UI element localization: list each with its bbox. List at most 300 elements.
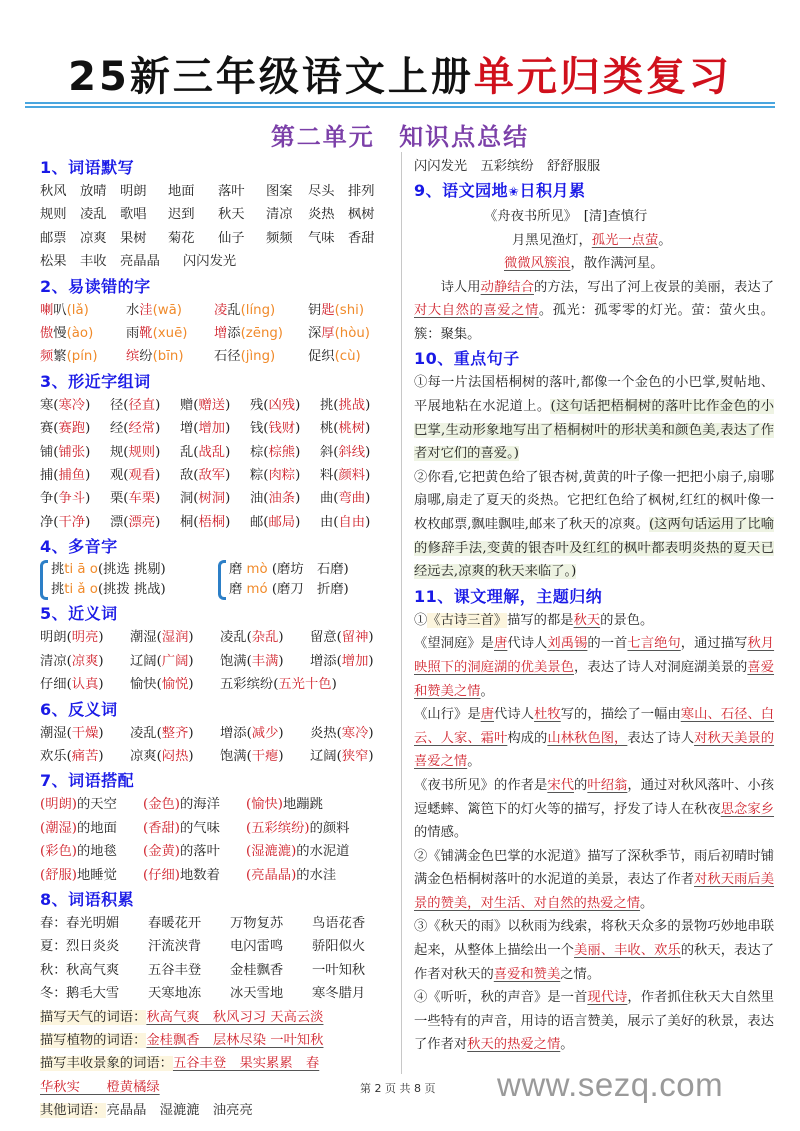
text: 。 <box>560 1037 574 1053</box>
section-synonyms <box>40 601 395 696</box>
summary-paragraph <box>414 703 774 774</box>
word-row <box>40 227 395 250</box>
pair-item: 潮湿(干燥) <box>40 725 104 741</box>
word-row <box>40 250 395 273</box>
pair-item: 观(观看) <box>110 468 161 484</box>
base-word: 饱满 <box>220 653 247 669</box>
red-word: 减少 <box>251 725 279 741</box>
pair-item: 乱(战乱) <box>180 444 231 460</box>
text: 代诗人 <box>507 636 548 652</box>
pinyin: ti ā o <box>64 562 98 578</box>
pair-item: 残(凶残) <box>250 397 301 413</box>
char-red: 傲 <box>40 326 54 342</box>
pair-item: 凉爽(闷热) <box>130 748 194 764</box>
word: 丰收 <box>80 254 107 270</box>
red-word: 金色 <box>148 797 175 813</box>
idiom: 五谷丰登 <box>148 962 202 978</box>
summary-paragraph <box>414 609 774 633</box>
emphasis: 对大自然的喜爱之情 <box>414 303 539 319</box>
word: 香甜 <box>348 230 375 246</box>
page-number: 第 2 页 共 8 页 <box>360 1082 436 1095</box>
word-row <box>40 203 395 226</box>
red-word: 五光十色 <box>278 677 332 693</box>
base-word: 赠 <box>180 397 194 413</box>
pinyin-row <box>40 299 395 322</box>
pair-row <box>40 487 395 510</box>
char: 磨 <box>229 582 243 598</box>
text: 的气味 <box>180 820 220 836</box>
base-word: 经 <box>110 421 124 437</box>
emphasis: 思念家乡 <box>720 801 775 817</box>
word: 图案 <box>266 184 293 199</box>
base-word: 敌 <box>180 468 194 484</box>
red-word: 凉爽 <box>71 653 99 669</box>
pair-item: (五彩缤纷)的颜料 <box>246 820 350 836</box>
pair-item: 五彩缤纷(五光十色) <box>220 677 337 693</box>
section-text-comprehension <box>414 584 774 1057</box>
pair-item: 棕(棕熊) <box>250 444 301 460</box>
sentence-note: (这两句话运用了比喻的修辞手法,变黄的银杏叶及红红的枫叶都表明炎热的夏天已经远去,凉爽的秋天来临了。) <box>414 516 775 580</box>
pair-item: (舒服)地睡觉 <box>40 867 117 883</box>
pair-row <box>40 417 395 440</box>
word: 凉爽 <box>80 230 107 246</box>
word: 秋天 <box>218 207 245 223</box>
pinyin: mò <box>246 562 268 578</box>
pinyin-row <box>40 322 395 345</box>
base-word: 增 <box>180 421 194 437</box>
red-word: 湿漉漉 <box>251 844 292 860</box>
base-word: 寒 <box>40 397 54 413</box>
subtitle-topic: 知识点总结 <box>399 122 530 151</box>
pair-row <box>40 840 395 863</box>
pair-row <box>40 864 395 887</box>
base-word: 径 <box>110 397 124 413</box>
category-row <box>40 1006 395 1029</box>
section-heading: 6、反义词 <box>40 699 118 719</box>
season-label: 冬： <box>40 986 67 1002</box>
heading-text: 日积月累 <box>519 181 586 201</box>
base-word: 料 <box>320 468 334 484</box>
base-word: 增添 <box>310 653 337 669</box>
red-word: 金黄 <box>148 844 175 860</box>
text: 写的，描绘了一幅由 <box>560 707 681 723</box>
key-sentence <box>414 371 774 465</box>
word: 凌乱 <box>80 207 107 223</box>
text: 月黑见渔灯， <box>512 232 592 248</box>
pair-item: (金黄)的落叶 <box>143 844 220 860</box>
red-word: 战乱 <box>198 444 226 460</box>
pinyin: (jìng) <box>240 349 276 365</box>
pair-item: 由(自由) <box>320 514 371 530</box>
text: 地睡觉 <box>77 867 117 883</box>
pair-item: 栗(车栗) <box>110 491 161 507</box>
red-word: 干瘪 <box>251 748 279 764</box>
emphasis: 对秋天雨后美景的赞美，对生活、对自然的热爱之情 <box>414 872 775 911</box>
base-word: 清凉 <box>40 653 67 669</box>
emphasis: 杜牧 <box>534 707 561 723</box>
text: 的一首 <box>587 636 628 652</box>
base-word: 桐 <box>180 514 194 530</box>
polyphonic-group <box>218 560 349 600</box>
base-word: 铺 <box>40 444 54 460</box>
section-easy-misread <box>40 274 395 369</box>
red-word: 规则 <box>128 444 156 460</box>
base-word: 由 <box>320 514 334 530</box>
text: 地蹦跳 <box>283 797 323 813</box>
pair-item: 油(油条) <box>250 491 301 507</box>
subtitle-unit: 第二单元 <box>270 122 375 151</box>
polyphonic-row <box>40 559 395 601</box>
base-word: 挑 <box>320 397 334 413</box>
text: 《望洞庭》是 <box>414 636 495 652</box>
red-word: 赛跑 <box>58 421 86 437</box>
red-word: 弯曲 <box>338 491 366 507</box>
pair-item: 敌(敌军) <box>180 468 231 484</box>
text: 。 <box>658 232 672 248</box>
pair-row <box>40 441 395 464</box>
pair-item: 留意(留神) <box>310 630 374 646</box>
poem-line <box>414 252 774 275</box>
sentence: ①每一片法国梧桐树的落叶,都像一个金色的小巴掌,熨帖地、平展地粘在水泥道上。 <box>414 375 774 414</box>
base-word: 钱 <box>250 421 264 437</box>
red-word: 铺张 <box>58 444 86 460</box>
base-word: 邮 <box>250 514 264 530</box>
word: 亮晶晶 <box>120 254 160 270</box>
red-word: 增加 <box>341 653 369 669</box>
base-word: 愉快 <box>130 677 157 693</box>
pair-item: (愉快)地蹦跳 <box>246 797 323 813</box>
base-word: 仔细 <box>40 677 67 693</box>
base-word: 凌乱 <box>220 630 247 646</box>
char-red: 洼 <box>139 302 153 318</box>
emphasis: 唐 <box>480 707 495 723</box>
pair-item: (亮晶晶)的水洼 <box>246 867 337 883</box>
section-antonyms <box>40 697 395 769</box>
red-word: 明亮 <box>71 630 99 646</box>
base-word: 栗 <box>110 491 124 507</box>
pair-item: 赛(赛跑) <box>40 421 91 437</box>
season-label: 夏： <box>40 939 67 955</box>
pair-item: 径(径直) <box>110 397 161 413</box>
word: 规则 <box>40 207 67 223</box>
word: 明朗 <box>120 184 147 199</box>
text: ④《听听，秋的声音》是一首 <box>414 990 588 1006</box>
red-word: 颜料 <box>338 468 366 484</box>
section-heading: 2、易读错的字 <box>40 276 151 296</box>
base-word: 明朗 <box>40 630 67 646</box>
red-word: 捕鱼 <box>58 468 86 484</box>
word: 地面 <box>168 184 195 199</box>
pair-item: 邮(邮局) <box>250 514 301 530</box>
emphasis: 寒山、石径、白云、人家、霜叶 <box>414 707 775 746</box>
section-collocations <box>40 768 395 887</box>
pair-item: 桐(梧桐) <box>180 514 231 530</box>
base-word: 饱满 <box>220 748 247 764</box>
idiom: 万物复苏 <box>230 915 284 931</box>
emphasis: 微微风簇浪 <box>504 256 571 272</box>
pair-item: 钱(钱财) <box>250 421 301 437</box>
season-row <box>40 912 395 935</box>
pair-row <box>40 817 395 840</box>
text: ① <box>414 612 428 628</box>
pair-item: (湿漉漉)的水泥道 <box>246 844 350 860</box>
pair-item: 凌乱(杂乱) <box>220 630 284 646</box>
word: 枫树 <box>348 207 375 223</box>
char: 促织 <box>308 349 335 365</box>
brace-icon <box>40 560 48 600</box>
word: 频频 <box>266 230 293 246</box>
red-word: 干净 <box>58 514 86 530</box>
emphasis: 秋天的热爱之情 <box>467 1037 561 1053</box>
words: (挑选 挑剔) <box>97 562 166 578</box>
emphasis: 秋天 <box>573 612 601 628</box>
red-word: 棕熊 <box>268 444 296 460</box>
base-word: 辽阔 <box>310 748 337 764</box>
title-rule-top <box>25 102 775 104</box>
section-heading: 10、重点句子 <box>414 349 520 369</box>
words: (磨坊 石磨) <box>271 562 349 578</box>
poem-line <box>414 229 774 252</box>
red-word: 争斗 <box>58 491 86 507</box>
char-red: 凌 <box>214 302 228 318</box>
text: ，表达了诗人对洞庭湖美景的 <box>574 659 748 675</box>
red-word: 增加 <box>198 421 226 437</box>
words: (挑拨 挑战) <box>97 582 166 598</box>
page-title <box>25 54 775 100</box>
pair-row <box>40 394 395 417</box>
red-word: 广阔 <box>161 653 189 669</box>
red-word: 梧桐 <box>198 514 226 530</box>
base-word: 留意 <box>310 630 337 646</box>
idiom: 寒冬腊月 <box>312 986 366 1002</box>
text: 地数着 <box>180 867 220 883</box>
pair-item: 净(干净) <box>40 514 91 530</box>
pinyin: (ào) <box>66 326 94 342</box>
red-word: 寒冷 <box>341 725 369 741</box>
idiom: 春光明媚 <box>66 915 120 931</box>
red-word: 挑战 <box>338 397 366 413</box>
category-label: 描写天气的词语： <box>40 1009 147 1025</box>
text: 《山行》是 <box>414 707 481 723</box>
emphasis: 动静结合 <box>480 279 534 295</box>
idiom: 春暖花开 <box>148 915 202 931</box>
red-word: 亮晶晶 <box>251 867 292 883</box>
pair-item: 规(规则) <box>110 444 161 460</box>
text: 。 <box>640 895 654 911</box>
text: 的水洼 <box>296 867 337 883</box>
text: 的水泥道 <box>296 844 350 860</box>
pinyin: (lǎ) <box>66 302 89 318</box>
word: 闪闪发光 <box>183 254 237 270</box>
idiom: 鸟语花香 <box>312 915 366 931</box>
text: 的地面 <box>77 820 117 836</box>
word: 仙子 <box>218 230 245 246</box>
pair-row <box>40 511 395 534</box>
char: 慢 <box>53 326 67 342</box>
pair-item: 清凉(凉爽) <box>40 653 104 669</box>
text: 的天空 <box>77 797 117 813</box>
idiom: 一叶知秋 <box>312 962 366 978</box>
star-icon: ✬ <box>508 185 520 201</box>
char: 雨 <box>126 326 140 342</box>
char: 石径 <box>214 349 241 365</box>
text: 的落叶 <box>180 844 220 860</box>
pair-item: 饱满(丰满) <box>220 653 284 669</box>
word: 炎热 <box>308 207 335 223</box>
text: 的秋天，表达了作者对秋天的 <box>414 943 775 982</box>
word-row <box>40 180 395 203</box>
sentence-note: (这句话把梧桐树的落叶比作金色的小巴掌,生动形象地写出了梧桐树叶的形状美和颜色美,表达了作者对它们的喜爱。) <box>414 399 775 462</box>
section-vocab-accumulation <box>40 887 395 1123</box>
base-word: 观 <box>110 468 124 484</box>
red-word: 仔细 <box>148 867 175 883</box>
category-label: 其他词语： <box>40 1103 107 1119</box>
text: 的情感。 <box>414 825 468 841</box>
text: ，散作满河星。 <box>570 256 664 272</box>
base-word: 辽阔 <box>130 653 157 669</box>
pair-row <box>40 626 395 649</box>
section-heading: 7、词语搭配 <box>40 771 135 791</box>
red-word: 钱财 <box>268 421 296 437</box>
emphasis: 现代诗 <box>587 990 628 1006</box>
emphasis: 孤光一点萤 <box>591 232 659 248</box>
pinyin: ti ǎ o <box>64 582 98 598</box>
pair-item: 仔细(认真) <box>40 677 104 693</box>
red-word: 湿润 <box>161 630 189 646</box>
red-word: 明朗 <box>45 797 72 813</box>
base-word: 乱 <box>180 444 194 460</box>
pair-item: 铺(铺张) <box>40 444 91 460</box>
idiom: 骄阳似火 <box>312 939 366 955</box>
pair-item: 辽阔(狭窄) <box>310 748 374 764</box>
title-main: 25新三年级语文上册 <box>68 54 474 100</box>
section-similar-chars <box>40 369 395 534</box>
red-word: 桃树 <box>338 421 366 437</box>
pair-item: 增(增加) <box>180 421 231 437</box>
section-heading: 1、词语默写 <box>40 158 135 177</box>
base-word: 凌乱 <box>130 725 157 741</box>
red-word: 整齐 <box>161 725 189 741</box>
pinyin: (líng) <box>240 302 276 318</box>
category-label: 描写植物的词语： <box>40 1032 147 1048</box>
column-divider <box>401 152 402 1074</box>
red-word: 漂亮 <box>128 514 156 530</box>
pinyin: (xuē) <box>152 326 188 342</box>
title-highlight: 单元归类复习 <box>473 54 732 100</box>
red-word: 愉悦 <box>161 677 189 693</box>
red-word: 凶残 <box>268 397 296 413</box>
red-word: 寒冷 <box>58 397 86 413</box>
pair-row <box>40 745 395 768</box>
category-row <box>40 1029 395 1052</box>
other-words-row <box>40 1099 395 1122</box>
text: 。孤光：孤零零的灯光。萤：萤火虫。簇：聚集。 <box>414 303 775 342</box>
char: 钥 <box>308 302 322 318</box>
base-word: 斜 <box>320 444 334 460</box>
base-word: 潮湿 <box>130 630 157 646</box>
base-word: 争 <box>40 491 54 507</box>
red-word: 认真 <box>71 677 99 693</box>
idiom: 金桂飘香 <box>230 962 284 978</box>
emphasis: 喜爱和赞美之情 <box>414 659 775 699</box>
category-words: 秋高气爽 秋风习习 天高云淡 <box>146 1009 324 1025</box>
pair-item: 寒(寒冷) <box>40 397 91 413</box>
char: 添 <box>227 326 241 342</box>
red-word: 敌军 <box>198 468 226 484</box>
red-word: 干燥 <box>71 725 99 741</box>
char-red: 厚 <box>321 326 335 342</box>
summary-paragraph <box>414 845 774 916</box>
base-word: 洞 <box>180 491 194 507</box>
red-word: 观看 <box>128 468 156 484</box>
text: 诗人用 <box>440 279 481 295</box>
pair-item: (金色)的海洋 <box>143 797 220 813</box>
red-word: 闷热 <box>161 748 189 764</box>
red-word: 杂乱 <box>251 630 279 646</box>
idiom: 烈日炎炎 <box>66 939 120 955</box>
pinyin: (shi) <box>334 302 365 318</box>
char: 挑 <box>51 562 65 578</box>
pair-item: (明朗)的天空 <box>40 797 117 813</box>
poem-title: 《舟夜书所见》 [清]查慎行 <box>484 209 648 225</box>
pinyin: (cù) <box>334 349 361 365</box>
base-word: 棕 <box>250 444 264 460</box>
base-word: 油 <box>250 491 264 507</box>
season-row <box>40 959 395 982</box>
char: 叭 <box>53 302 67 318</box>
summary-paragraph <box>414 774 774 845</box>
idiom: 鹅毛大雪 <box>66 986 120 1002</box>
text: 构成的 <box>507 730 548 746</box>
left-column <box>40 155 395 1123</box>
season-label: 秋： <box>40 962 67 978</box>
base-word: 增添 <box>220 725 247 741</box>
summary-paragraph <box>414 915 774 986</box>
section-heading: 4、多音字 <box>40 537 118 557</box>
word: 尽头 <box>308 184 335 199</box>
section-heading <box>414 178 774 205</box>
pair-row <box>40 464 395 487</box>
pair-item: 炎热(寒冷) <box>310 725 374 741</box>
idiom: 天寒地冻 <box>148 986 202 1002</box>
emphasis: 喜爱和赞美 <box>493 966 561 982</box>
word: 清凉 <box>266 207 293 223</box>
base-word: 曲 <box>320 491 334 507</box>
text: 表达了诗人 <box>627 730 695 746</box>
watermark: www.sezq.com <box>497 1066 724 1103</box>
pair-item: 欢乐(痛苦) <box>40 748 104 764</box>
base-word: 凉爽 <box>130 748 157 764</box>
pair-item: 增添(增加) <box>310 653 374 669</box>
text: 的地毯 <box>77 844 117 860</box>
pair-item: 粽(肉粽) <box>250 468 301 484</box>
highlight: 《古诗三首》 <box>427 612 508 628</box>
red-word: 邮局 <box>268 514 296 530</box>
idiom: 电闪雷鸣 <box>230 939 284 955</box>
idiom: 汗流浃背 <box>148 939 202 955</box>
text: ，作者抓住秋天大自然里一些特有的声音，用诗的语言赞美，展示了美好的秋景，表达了作者对 <box>414 990 775 1053</box>
red-word: 自由 <box>338 514 366 530</box>
pinyin-row <box>40 345 395 368</box>
red-word: 经常 <box>128 421 156 437</box>
base-word: 粽 <box>250 468 264 484</box>
category-words: 亮晶晶 湿漉漉 油亮亮 <box>106 1103 253 1119</box>
pair-item: 洞(树洞) <box>180 491 231 507</box>
pair-row <box>40 793 395 816</box>
key-sentence <box>414 466 774 584</box>
section-heading: 3、形近字组词 <box>40 371 151 391</box>
season-row <box>40 982 395 1005</box>
